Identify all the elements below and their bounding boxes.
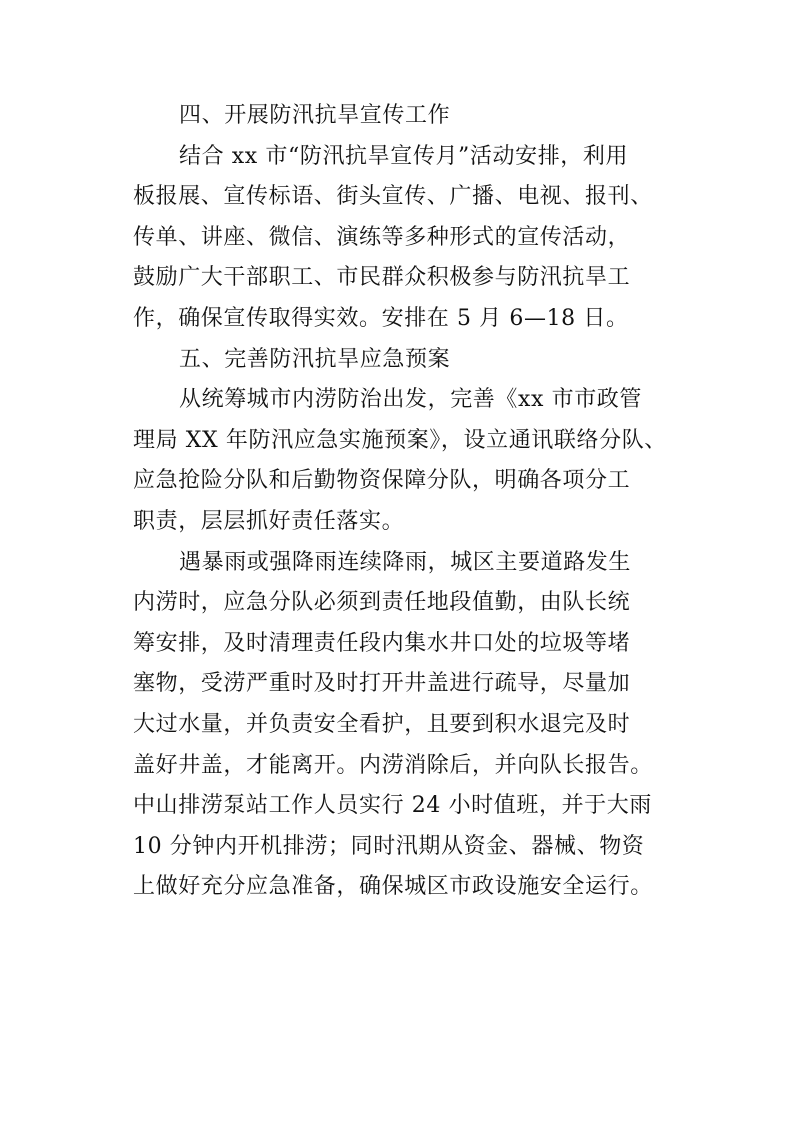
paragraph-line: 鼓励广大干部职工、市民群众积极参与防汛抗旱工 — [133, 265, 631, 291]
paragraph-line: 结合 xx 市“防汛抗旱宣传月”活动安排，利用 — [179, 143, 629, 169]
paragraph-line: 职责，层层抓好责任落实。 — [133, 508, 405, 534]
paragraph-line: 作，确保宣传取得实效。安排在 5 月 6—18 日。 — [133, 305, 629, 331]
heading-section-4: 四、开展防汛抗旱宣传工作 — [179, 103, 451, 128]
paragraph-line: 板报展、宣传标语、街头宣传、广播、电视、报刊、 — [133, 184, 653, 210]
paragraph-line: 内涝时，应急分队必须到责任地段值勤，由队长统 — [133, 590, 631, 616]
paragraph-line: 从统筹城市内涝防治出发，完善《xx 市市政管 — [179, 387, 643, 413]
document-body — [133, 96, 693, 908]
paragraph-line: 筹安排，及时清理责任段内集水井口处的垃圾等堵 — [133, 630, 631, 656]
paragraph-line: 传单、讲座、微信、演练等多种形式的宣传活动， — [133, 224, 631, 250]
paragraph-line: 上做好充分应急准备，确保城区市政设施安全运行。 — [133, 874, 653, 900]
heading-section-5: 五、完善防汛抗旱应急预案 — [179, 346, 451, 372]
paragraph-line: 10 分钟内开机排涝；同时汛期从资金、器械、物资 — [133, 833, 645, 859]
paragraph-line: 理局 XX 年防汛应急实施预案》，设立通讯联络分队、 — [133, 427, 667, 453]
paragraph-line: 大过水量，并负责安全看护，且要到积水退完及时 — [133, 711, 631, 737]
paragraph-line: 应急抢险分队和后勤物资保障分队，明确各项分工 — [133, 468, 631, 494]
paragraph-line: 中山排涝泵站工作人员实行 24 小时值班，并于大雨 — [133, 793, 652, 819]
paragraph-line: 盖好井盖，才能离开。内涝消除后，并向队长报告。 — [133, 752, 653, 778]
paragraph-line: 遇暴雨或强降雨连续降雨，城区主要道路发生 — [179, 549, 632, 575]
paragraph-line: 塞物，受涝严重时及时打开井盖进行疏导，尽量加 — [133, 671, 631, 697]
